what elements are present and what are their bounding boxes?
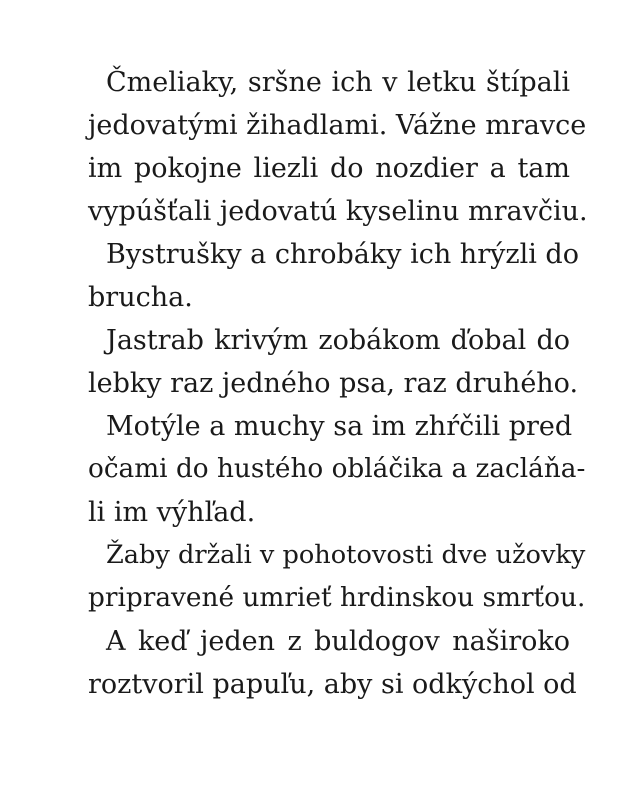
text-line: jedovatými žihadlami. Vážne mravce [88, 110, 587, 141]
text-line: lebky raz jedného psa, raz druhého. [88, 368, 579, 399]
paragraph-3 [70, 319, 579, 405]
text-line: Žaby držali v pohotovosti dve užovky [106, 540, 586, 570]
text-line: vypúšťali jedovatú kyselinu mravčiu. [88, 196, 588, 227]
text-line: Motýle a muchy sa im zhŕčili pred [106, 411, 573, 442]
text-line: pripravené umrieť hrdinskou smrťou. [88, 583, 586, 613]
paragraph-2 [70, 233, 579, 319]
text-line: A keď jeden z buldogov naširoko [106, 626, 570, 657]
text-line: Čmeliaky, sršne ich v letku štípali [106, 67, 570, 98]
paragraph-6 [70, 620, 577, 706]
book-page [70, 61, 588, 706]
text-line: im pokojne liezli do nozdier a tam [88, 153, 570, 184]
text-line: li im výhľad. [88, 497, 256, 528]
text-line: brucha. [88, 282, 193, 313]
text-line: Jastrab krivým zobákom ďobal do [106, 325, 570, 356]
paragraph-5 [70, 534, 586, 620]
paragraph-4 [70, 405, 586, 534]
paragraph-1 [70, 61, 588, 233]
text-line: roztvoril papuľu, aby si odkýchol od [88, 669, 577, 700]
text-line: očami do hustého obláčika a zacláňa- [88, 454, 586, 484]
text-line: Bystrušky a chrobáky ich hrýzli do [106, 239, 579, 270]
